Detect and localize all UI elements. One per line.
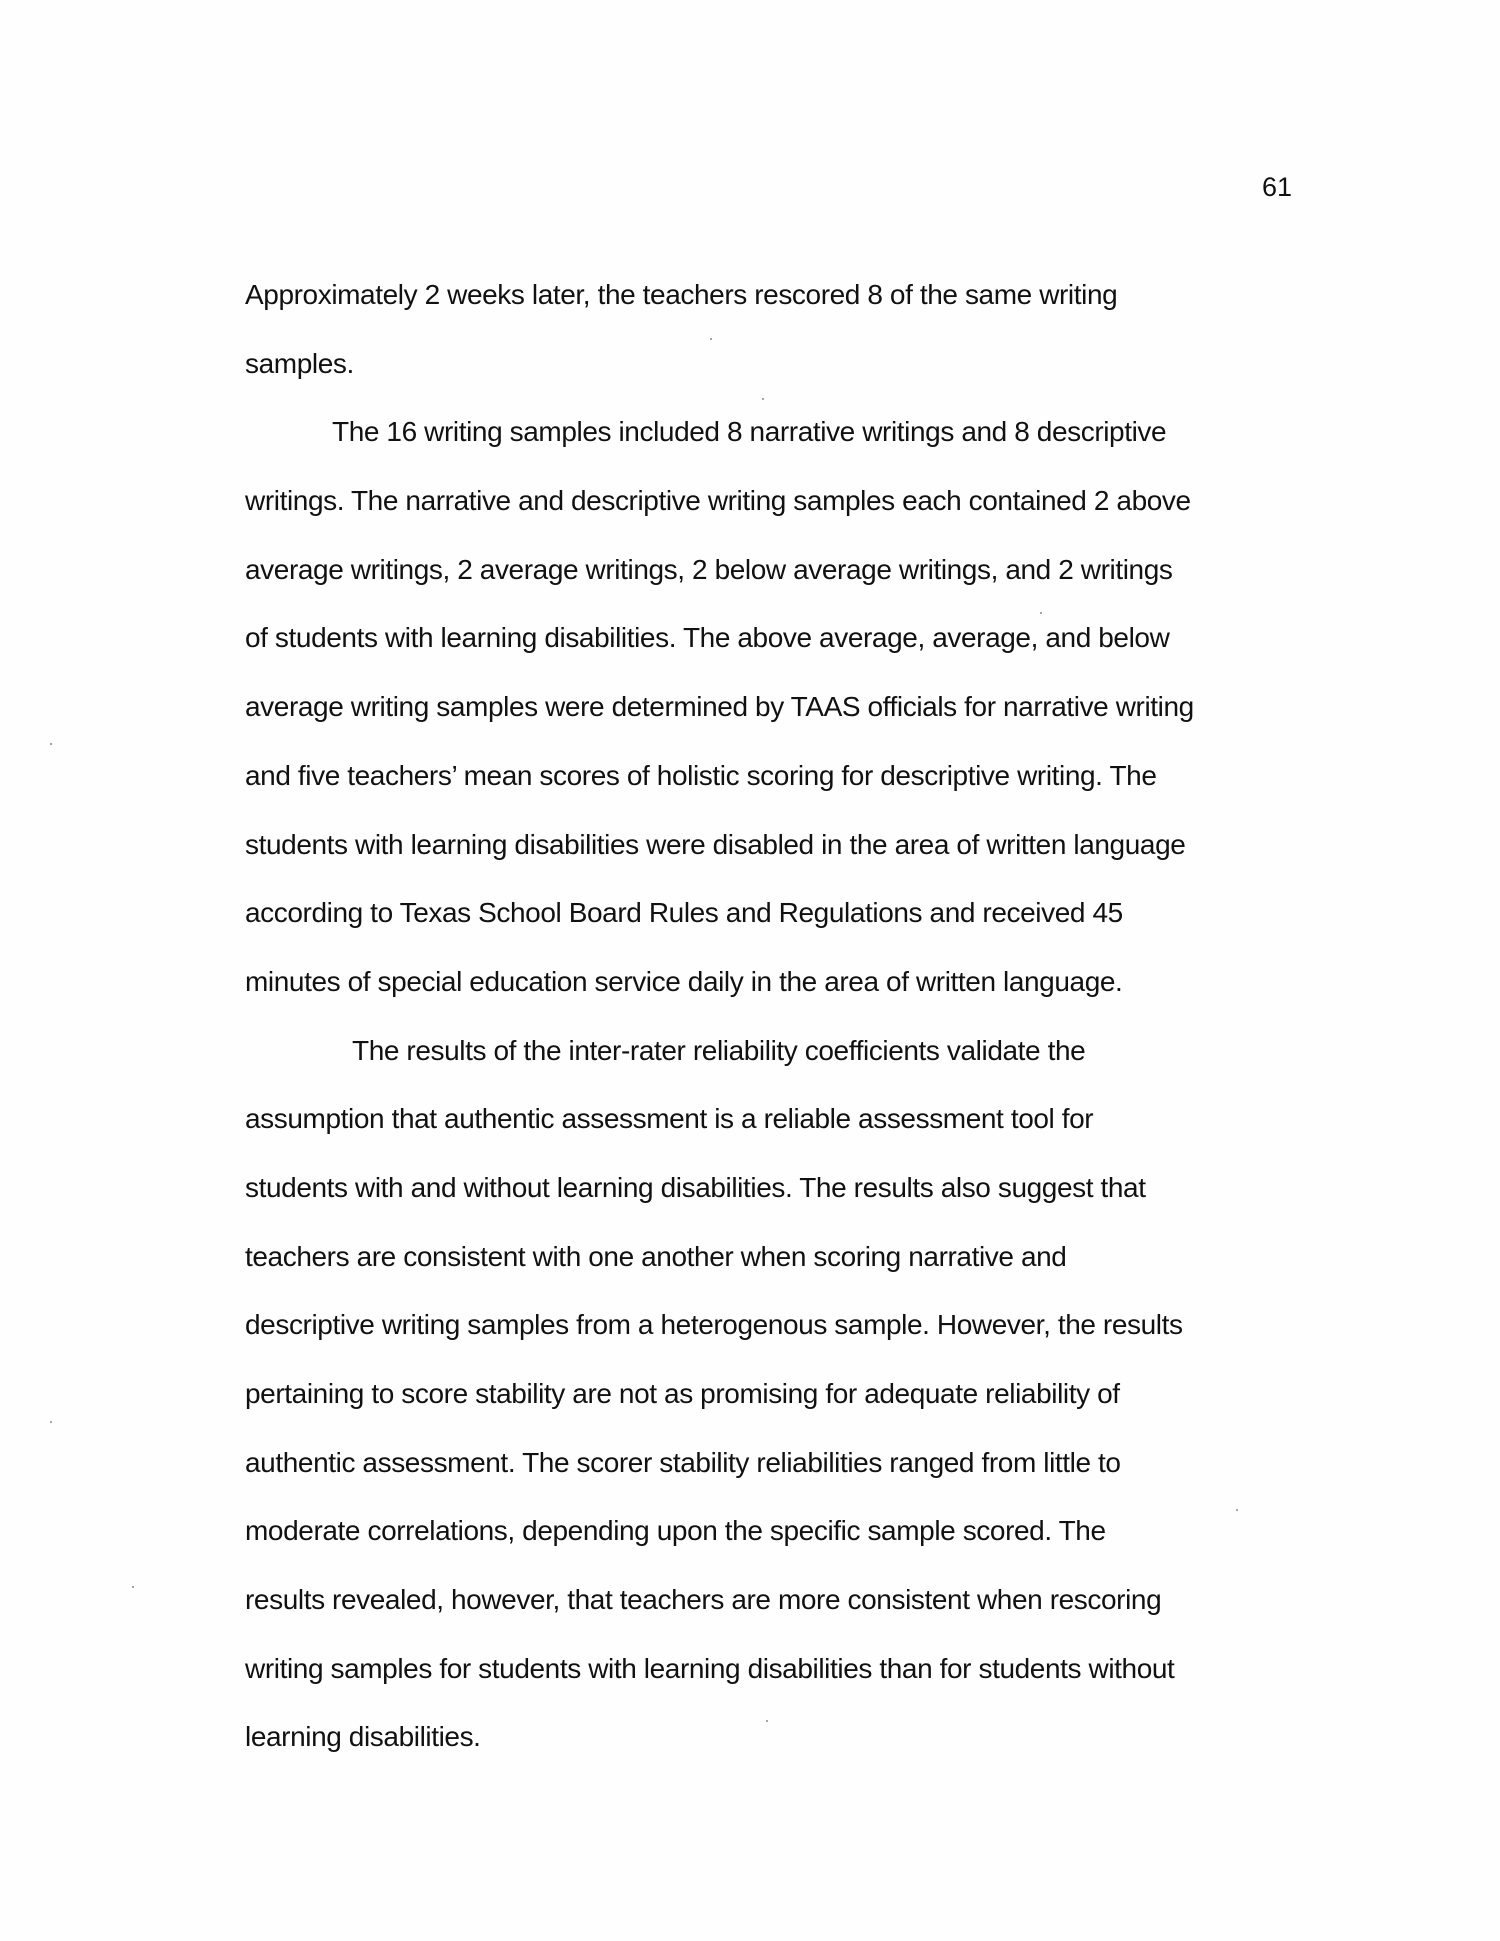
text-line: of students with learning disabilities. The above average, average, and below xyxy=(245,622,1170,654)
text-line: average writing samples were determined by TAAS officials for narrative writing xyxy=(245,691,1194,723)
text-line: moderate correlations, depending upon the specific sample scored. The xyxy=(245,1515,1106,1547)
text-line: students with and without learning disabilities. The results also suggest that xyxy=(245,1171,1146,1203)
scan-speck xyxy=(1040,612,1042,614)
text-line: pertaining to score stability are not as promising for adequate reliability of xyxy=(245,1378,1120,1409)
text-line: samples. xyxy=(245,347,354,379)
text-line: learning disabilities. xyxy=(245,1721,481,1753)
text-line: assumption that authentic assessment is a reliable assessment tool for xyxy=(245,1103,1094,1135)
text-line: results revealed, however, that teachers are more consistent when rescoring xyxy=(245,1584,1162,1616)
page-number: 61 xyxy=(1261,172,1292,202)
text-line: writing samples for students with learning disabilities than for students without xyxy=(245,1652,1175,1684)
text-line: and five teachers’ mean scores of holistic scoring for descriptive writing. The xyxy=(245,759,1157,791)
text-line: descriptive writing samples from a heterogenous sample. However, the results xyxy=(245,1309,1183,1341)
text-line: writings. The narrative and descriptive writing samples each contained 2 above xyxy=(245,485,1191,517)
scan-speck xyxy=(766,1720,768,1722)
scan-speck xyxy=(1236,1509,1238,1511)
scan-speck xyxy=(50,743,52,745)
text-line: teachers are consistent with one another when scoring narrative and xyxy=(245,1240,1067,1272)
scan-speck xyxy=(710,338,712,340)
body-text xyxy=(245,272,1325,1783)
text-line: Approximately 2 weeks later, the teachers rescored 8 of the same writing xyxy=(245,279,1118,310)
scan-speck xyxy=(50,1421,52,1423)
text-line: minutes of special education service daily in the area of written language. xyxy=(245,965,1123,997)
text-line: authentic assessment. The scorer stability reliabilities ranged from little to xyxy=(245,1446,1121,1478)
paragraph-start-line: The 16 writing samples included 8 narrative writings and 8 descriptive xyxy=(332,416,1167,448)
text-line: according to Texas School Board Rules and Regulations and received 45 xyxy=(245,897,1123,929)
scan-speck xyxy=(132,1586,134,1588)
scan-speck xyxy=(762,398,764,400)
paragraph-start-line: The results of the inter-rater reliability coefficients validate the xyxy=(352,1034,1086,1066)
text-line: students with learning disabilities were disabled in the area of written language xyxy=(245,828,1186,860)
text-line: average writings, 2 average writings, 2 below average writings, and 2 writings xyxy=(245,553,1173,585)
